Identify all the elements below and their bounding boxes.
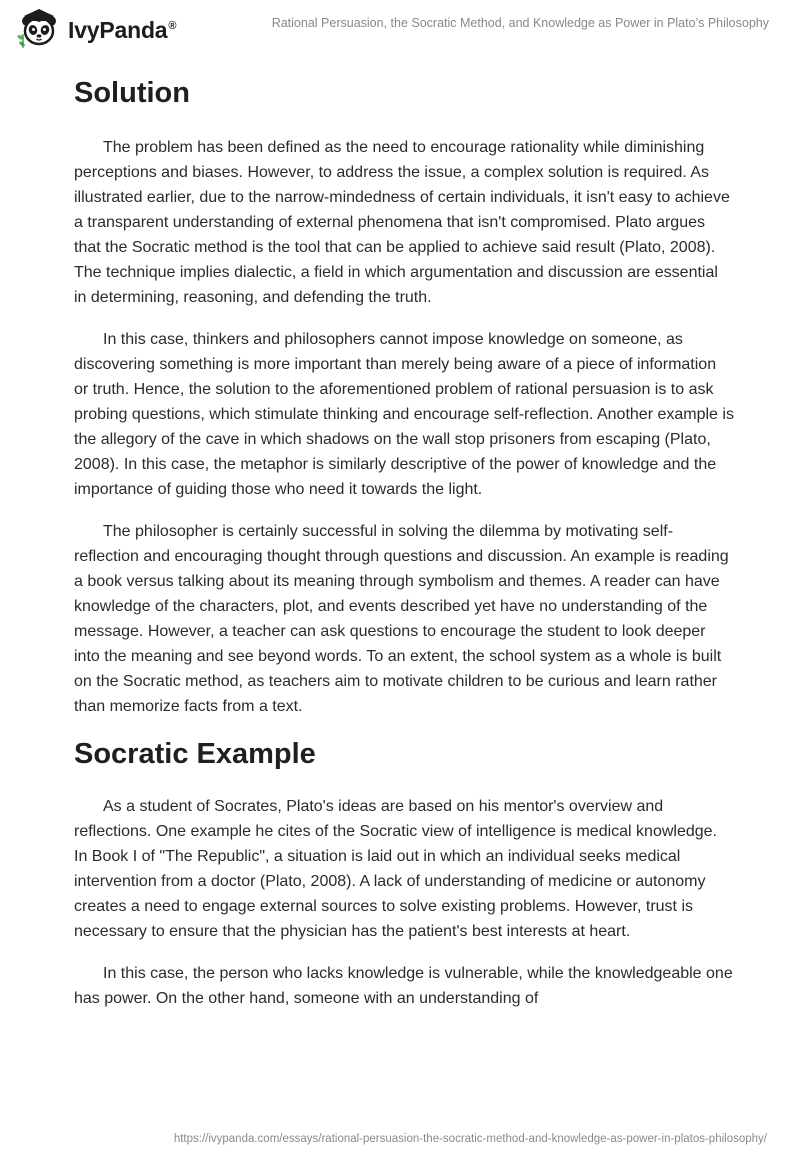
paragraph: In this case, thinkers and philosophers cannot impose knowledge on someone, as discovering something is more important than merely being aware of a piece of information or truth. Hence, the solution to the aforementioned problem of rational persuasion is to ask probing questions, which stimulate thinking and encourage self-reflection. Another example is the allegory of the cave in which shadows on the wall stop prisoners from escaping (Plato, 2008). In this case, the metaphor is similarly descriptive of the power of knowledge and the importance of guiding those who need it towards the light. bbox=[74, 331, 734, 498]
section-heading: Socratic Example bbox=[74, 738, 316, 770]
source-url-link[interactable]: https://ivypanda.com/essays/rational-persuasion-the-socratic-method-and-knowledge-as-power-in-platos-philosophy/ bbox=[173, 1133, 767, 1145]
panda-logo-icon bbox=[14, 6, 66, 50]
paragraph: In this case, the person who lacks knowledge is vulnerable, while the knowledgeable one has power. On the other hand, someone with an understanding of bbox=[74, 965, 733, 1007]
section-solution bbox=[74, 73, 734, 719]
page-header bbox=[0, 0, 800, 60]
brand-name-text: IvyPanda bbox=[68, 16, 168, 43]
brand-registered-mark: ® bbox=[168, 19, 177, 32]
document-title: Rational Persuasion, the Socratic Method, and Knowledge as Power in Plato’s Philosophy bbox=[271, 16, 769, 30]
section-heading: Solution bbox=[74, 77, 190, 109]
paragraph: As a student of Socrates, Plato's ideas are based on his mentor's overview and reflections. One example he cites of the Socratic view of intelligence is medical knowledge. In Book I of "The Republic", a situation is laid out in which an individual seeks medical intervention from a doctor (Plato, 2008). A lack of understanding of medicine or autonomy creates a need to engage external sources to solve existing problems. However, trust is necessary to ensure that the physician has the patient's best interests at heart. bbox=[74, 798, 717, 940]
paragraph: The philosopher is certainly successful in solving the dilemma by motivating self-reflection and encouraging thought through questions and discussion. An example is reading a book versus talking about its meaning through symbolism and themes. A reader can have knowledge of the characters, plot, and events described yet have no understanding of the message. However, a teacher can ask questions to encourage the student to look deeper into the meaning and see beyond words. To an extent, the school system as a whole is built on the Socratic method, as teachers aim to motivate children to be curious and learn rather than memorize facts from a text. bbox=[74, 523, 729, 715]
brand-name bbox=[68, 17, 176, 44]
paragraph: The problem has been defined as the need to encourage rationality while diminishing perceptions and biases. However, to address the issue, a complex solution is required. As illustrated earlier, due to the narrow-mindedness of certain individuals, it isn't easy to achieve a transparent understanding of external phenomena that isn't compromised. Plato argues that the Socratic method is the tool that can be applied to achieve said result (Plato, 2008). The technique implies dialectic, a field in which argumentation and discussion are essential in determining, reasoning, and defending the truth. bbox=[74, 139, 730, 306]
essay-content bbox=[74, 70, 734, 1011]
section-socratic-example bbox=[74, 734, 734, 1011]
ivypanda-logo[interactable] bbox=[14, 6, 176, 50]
